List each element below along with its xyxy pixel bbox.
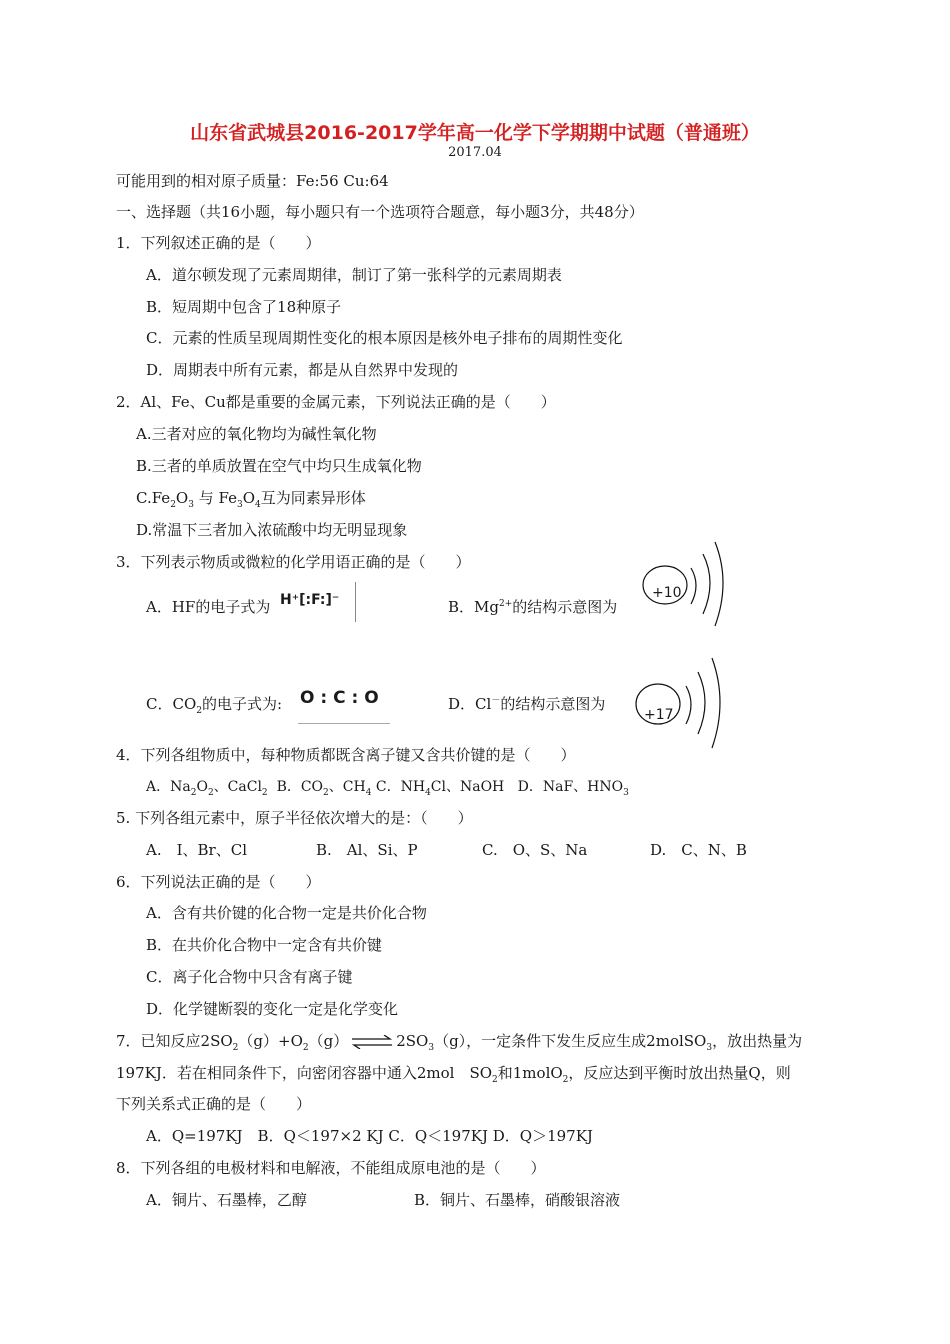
equilibrium-arrow-icon	[350, 1035, 394, 1049]
question-2-option-a: A.三者对应的氧化物均为碱性氧化物	[136, 425, 377, 443]
shell-arc	[715, 542, 723, 626]
question-2-option-b: B.三者的单质放置在空气中均只生成氧化物	[136, 457, 422, 475]
shell-arc	[712, 658, 720, 748]
shell-arc	[703, 554, 710, 614]
hf-electron-formula: H⁺[:F:]⁻	[280, 592, 340, 608]
question-6-option-b: B．在共价化合物中一定含有共价键	[146, 936, 383, 954]
cl-nucleus-charge: +17	[644, 707, 674, 723]
question-1-option-d: D．周期表中所有元素，都是从自然界中发现的	[146, 361, 459, 379]
mg-nucleus-charge: +10	[652, 585, 682, 601]
question-3-option-a: A．HF的电子式为	[146, 598, 271, 616]
shell-arc	[686, 686, 691, 724]
question-5-option-d: D. C、N、B	[650, 841, 747, 859]
question-6-option-d: D．化学键断裂的变化一定是化学变化	[146, 1000, 399, 1018]
question-1-stem: 1．下列叙述正确的是（ ）	[116, 234, 321, 252]
question-5-option-c: C. O、S、Na	[482, 841, 588, 859]
question-2-option-c: $C.Fe_2O_3$ 与 $Fe_3O_4$互为同素异形体	[136, 489, 366, 510]
document-date: 2017.04	[448, 145, 502, 160]
co2-electron-formula: O : C : O	[300, 688, 379, 708]
question-6-option-a: A．含有共价键的化合物一定是共价化合物	[146, 904, 427, 922]
question-3-option-b: B．$Mg^{2+}$的结构示意图为	[448, 598, 618, 616]
question-4-stem: 4．下列各组物质中，每种物质都既含离子键又含共价键的是（ ）	[116, 746, 576, 764]
question-2-stem: 2．Al、Fe、Cu都是重要的金属元素，下列说法正确的是（ ）	[116, 393, 556, 411]
question-7-line-2: 197KJ．若在相同条件下，向密闭容器中通入2mol $SO_2$和1molO$_2$，反应达到平衡时放出热量Q，则	[116, 1064, 791, 1085]
question-5-stem: 5. 下列各组元素中，原子半径依次增大的是：（ ）	[116, 809, 473, 827]
question-2-option-d: D.常温下三者加入浓硫酸中均无明显现象	[136, 521, 408, 539]
question-3-option-d: D．Cl－的结构示意图为	[448, 695, 606, 713]
question-3-option-c: C．$CO_2$的电子式为:	[146, 695, 283, 716]
divider-line	[355, 582, 356, 622]
atomic-masses-line: 可能用到的相对原子质量：Fe:56 Cu:64	[116, 172, 389, 190]
question-1-option-a: A．道尔顿发现了元素周期律，制订了第一张科学的元素周期表	[146, 266, 562, 284]
question-8-stem: 8．下列各组的电极材料和电解液，不能组成原电池的是（ ）	[116, 1159, 546, 1177]
cl-ion-structure-diagram	[628, 652, 738, 752]
shell-arc	[698, 672, 705, 734]
question-7-line-3: 下列关系式正确的是（ ）	[116, 1095, 312, 1113]
shell-arc	[691, 568, 696, 604]
question-6-stem: 6．下列说法正确的是（ ）	[116, 873, 321, 891]
question-8-option-a: A．铜片、石墨棒，乙醇	[146, 1191, 307, 1209]
question-7-line-1: 7．已知反应$2SO_2(g)+O_2(g)$ $2SO_3(g)$，一定条件下发生反应生成2molSO$_3$，放出热量为	[116, 1032, 803, 1053]
question-8-option-b: B．铜片、石墨棒，硝酸银溶液	[414, 1191, 621, 1209]
section-heading: 一、选择题（共16小题，每小题只有一个选项符合题意，每小题3分，共48分）	[116, 203, 644, 221]
question-1-option-b: B．短周期中包含了18种原子	[146, 298, 342, 316]
question-6-option-c: C．离子化合物中只含有离子键	[146, 968, 353, 986]
question-5-option-a: A. I、Br、Cl	[146, 841, 247, 859]
question-3-stem: 3．下列表示物质或微粒的化学用语正确的是（ ）	[116, 553, 471, 571]
question-1-option-c: C．元素的性质呈现周期性变化的根本原因是核外电子排布的周期性变化	[146, 329, 623, 347]
question-7-options: A．Q=197KJ B．Q＜197×2 KJ C．Q＜197KJ D．Q＞197KJ	[146, 1127, 593, 1145]
mg-ion-structure-diagram	[635, 540, 735, 630]
question-5-option-b: B. Al、Si、P	[316, 841, 418, 859]
formula-underline	[298, 723, 390, 724]
document-title: 山东省武城县2016-2017学年高一化学下学期期中试题（普通班）	[190, 122, 760, 144]
question-4-options: A．$Na_2O_2$、CaCl$_2$ B．$CO_2$、$CH_4$ C．$NH_4Cl$、NaOH D．NaF、$HNO_3$	[146, 779, 629, 798]
